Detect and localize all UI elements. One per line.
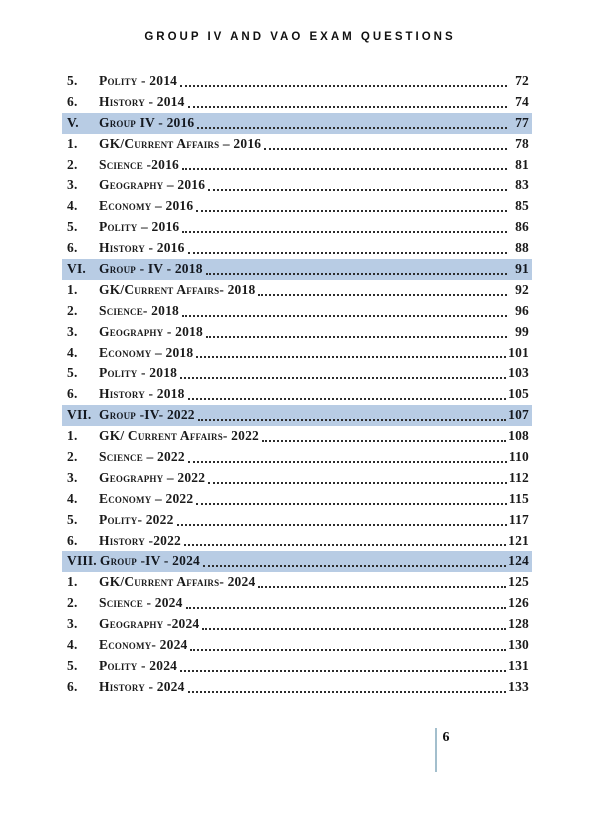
toc-entry-number: 3. xyxy=(67,469,78,485)
toc-entry-number: 6. xyxy=(67,386,78,402)
toc-entry-page-number: 110 xyxy=(508,449,529,465)
dotted-leader xyxy=(202,628,506,630)
toc-entry-page-number: 125 xyxy=(508,574,529,590)
toc-entry-page-number: 81 xyxy=(515,156,529,172)
dotted-leader xyxy=(180,670,506,672)
toc-entry-title: Economy – 2022 xyxy=(99,490,194,506)
toc-entry-number: 5. xyxy=(67,219,78,235)
toc-entry xyxy=(62,677,532,698)
footer-divider-rule xyxy=(435,728,437,772)
toc-entry-number: 5. xyxy=(67,511,78,527)
dotted-leader xyxy=(188,691,507,693)
toc-entry-page-number: 131 xyxy=(508,657,529,673)
toc-entry xyxy=(62,531,532,552)
toc-entry-number: 5. xyxy=(67,73,78,88)
toc-entry-page-number: 92 xyxy=(515,281,529,297)
toc-entry-title: GK/ Current Affairs- 2022 xyxy=(99,428,259,444)
toc-entry-number: 1. xyxy=(67,281,78,297)
toc-entry-number: 3. xyxy=(67,323,78,339)
toc-entry-title: History - 2024 xyxy=(99,678,185,694)
toc-entry xyxy=(62,572,532,593)
page-footer xyxy=(435,728,450,772)
toc-entry xyxy=(62,426,532,447)
toc-entry-page-number: 72 xyxy=(515,73,529,88)
dotted-leader xyxy=(264,148,507,150)
toc-entry xyxy=(62,384,532,405)
toc-entry xyxy=(62,196,532,217)
dotted-leader xyxy=(182,315,507,317)
dotted-leader xyxy=(206,273,507,275)
toc-entry-title: GK/Current Affairs- 2024 xyxy=(99,574,256,590)
dotted-leader xyxy=(258,294,507,296)
toc-entry-number: 1. xyxy=(67,428,78,444)
toc-entry-title: Geography – 2022 xyxy=(99,469,206,485)
toc-entry-title: Science - 2024 xyxy=(99,595,183,611)
dotted-leader xyxy=(180,85,507,87)
dotted-leader xyxy=(188,461,507,463)
toc-entry xyxy=(62,280,532,301)
toc-entry xyxy=(62,134,532,155)
toc-entry-page-number: 78 xyxy=(515,135,529,151)
toc-entry-title: Geography – 2016 xyxy=(99,177,206,193)
toc-entry-title: Science -2016 xyxy=(99,156,179,172)
toc-entry xyxy=(62,238,532,259)
toc-entry xyxy=(62,343,532,364)
dotted-leader xyxy=(186,607,507,609)
dotted-leader xyxy=(188,398,507,400)
dotted-leader xyxy=(198,419,506,421)
toc-entry-page-number: 99 xyxy=(515,323,529,339)
toc-entry-title: Science – 2022 xyxy=(99,449,185,465)
dotted-leader xyxy=(190,649,506,651)
toc-entry-page-number: 96 xyxy=(515,302,529,318)
toc-entry-number: 2. xyxy=(67,595,78,611)
dotted-leader xyxy=(177,524,507,526)
toc-entry-number: 5. xyxy=(67,657,78,673)
toc-entry-page-number: 105 xyxy=(508,386,529,402)
toc-entry-title: History -2022 xyxy=(99,532,182,548)
toc-entry-title: Economy – 2016 xyxy=(99,198,194,214)
toc-entry-number: 4. xyxy=(67,637,78,653)
dotted-leader xyxy=(196,356,506,358)
dotted-leader xyxy=(188,106,507,108)
toc-section-header xyxy=(62,259,532,280)
toc-entry-title: Polity - 2024 xyxy=(99,657,178,673)
toc-entry-number: 6. xyxy=(67,532,78,548)
toc-entry-number: 3. xyxy=(67,177,78,193)
toc-entry-page-number: 74 xyxy=(515,93,529,109)
toc-entry-number: 2. xyxy=(67,156,78,172)
toc-entry-title: Group - IV - 2018 xyxy=(99,261,203,277)
toc-entry-page-number: 126 xyxy=(508,595,529,611)
toc-entry-title: Polity - 2014 xyxy=(99,73,178,88)
toc-entry xyxy=(62,656,532,677)
dotted-leader xyxy=(208,189,507,191)
toc-section-header xyxy=(62,405,532,426)
footer-page-number: 6 xyxy=(442,730,450,745)
toc-entry xyxy=(62,175,532,196)
dotted-leader xyxy=(262,440,506,442)
toc-entry-title: GK/Current Affairs- 2018 xyxy=(99,281,256,297)
dotted-leader xyxy=(180,377,506,379)
toc-entry-page-number: 121 xyxy=(508,532,529,548)
dotted-leader xyxy=(258,586,506,588)
toc-entry-title: Polity - 2018 xyxy=(99,365,178,381)
toc-entry-page-number: 86 xyxy=(515,219,529,235)
toc-entry-title: Polity- 2022 xyxy=(99,511,174,527)
toc-entry-number: V. xyxy=(67,114,79,130)
toc-entry-title: History - 2016 xyxy=(99,240,185,256)
toc-entry-number: VIII. xyxy=(67,553,97,569)
toc-entry-number: 1. xyxy=(67,135,78,151)
toc-entry-number: VI. xyxy=(67,261,86,277)
toc-entry-title: Polity – 2016 xyxy=(99,219,180,235)
toc-entry-page-number: 101 xyxy=(508,344,529,360)
dotted-leader xyxy=(197,127,507,129)
dotted-leader xyxy=(182,168,507,170)
toc-entry xyxy=(62,593,532,614)
toc-entry-title: Science- 2018 xyxy=(99,302,179,318)
toc-entry-page-number: 85 xyxy=(515,198,529,214)
toc-entry-page-number: 107 xyxy=(508,407,529,423)
toc-entry xyxy=(62,489,532,510)
dotted-leader xyxy=(188,252,507,254)
toc-entry-number: 4. xyxy=(67,490,78,506)
toc-entry-page-number: 128 xyxy=(508,616,529,632)
toc-entry-page-number: 83 xyxy=(515,177,529,193)
dotted-leader xyxy=(203,565,506,567)
toc-entry xyxy=(62,71,532,92)
toc-entry-number: 5. xyxy=(67,365,78,381)
toc-entry-title: History - 2018 xyxy=(99,386,185,402)
toc-entry-page-number: 91 xyxy=(515,261,529,277)
toc-entry-page-number: 117 xyxy=(508,511,529,527)
dotted-leader xyxy=(206,336,507,338)
toc-entry-page-number: 115 xyxy=(508,490,529,506)
toc-entry xyxy=(62,614,532,635)
toc-entry-number: 4. xyxy=(67,344,78,360)
toc-entry-page-number: 130 xyxy=(508,637,529,653)
dotted-leader xyxy=(182,231,507,233)
toc-entry-number: 4. xyxy=(67,198,78,214)
toc-entry xyxy=(62,92,532,113)
toc-entry-page-number: 112 xyxy=(508,469,529,485)
document-header-title: GROUP IV AND VAO EXAM QUESTIONS xyxy=(144,31,456,43)
table-of-contents xyxy=(62,71,532,698)
toc-entry-title: Economy – 2018 xyxy=(99,344,194,360)
toc-entry-number: 3. xyxy=(67,616,78,632)
toc-entry xyxy=(62,510,532,531)
toc-entry-title: Economy- 2024 xyxy=(99,637,188,653)
toc-entry xyxy=(62,363,532,384)
toc-entry xyxy=(62,301,532,322)
toc-entry-number: 6. xyxy=(67,93,78,109)
toc-entry-page-number: 77 xyxy=(515,114,529,130)
toc-section-header xyxy=(62,113,532,134)
toc-entry xyxy=(62,155,532,176)
toc-entry-page-number: 133 xyxy=(508,678,529,694)
toc-entry-title: Geography -2024 xyxy=(99,616,200,632)
toc-entry-number: 2. xyxy=(67,449,78,465)
dotted-leader xyxy=(196,210,507,212)
toc-entry-number: 6. xyxy=(67,240,78,256)
toc-entry xyxy=(62,217,532,238)
toc-entry-title: Geography - 2018 xyxy=(99,323,203,339)
toc-entry xyxy=(62,322,532,343)
toc-entry xyxy=(62,447,532,468)
toc-entry xyxy=(62,635,532,656)
toc-entry-title: Group -IV - 2024 xyxy=(99,553,200,569)
toc-entry-title: History - 2014 xyxy=(99,93,185,109)
toc-entry-number: 6. xyxy=(67,678,78,694)
toc-entry-number: 2. xyxy=(67,302,78,318)
dotted-leader xyxy=(184,544,506,546)
toc-entry-page-number: 103 xyxy=(508,365,529,381)
toc-entry xyxy=(62,468,532,489)
toc-entry-page-number: 108 xyxy=(508,428,529,444)
toc-entry-number: VII. xyxy=(67,407,92,423)
toc-entry-page-number: 124 xyxy=(508,553,529,569)
toc-section-header xyxy=(62,551,532,572)
toc-entry-title: Group IV - 2016 xyxy=(99,114,195,130)
dotted-leader xyxy=(208,482,507,484)
toc-entry-title: Group -IV- 2022 xyxy=(99,407,195,423)
toc-entry-number: 1. xyxy=(67,574,78,590)
toc-entry-page-number: 88 xyxy=(515,240,529,256)
dotted-leader xyxy=(196,503,507,505)
toc-entry-title: GK/Current Affairs – 2016 xyxy=(99,135,262,151)
